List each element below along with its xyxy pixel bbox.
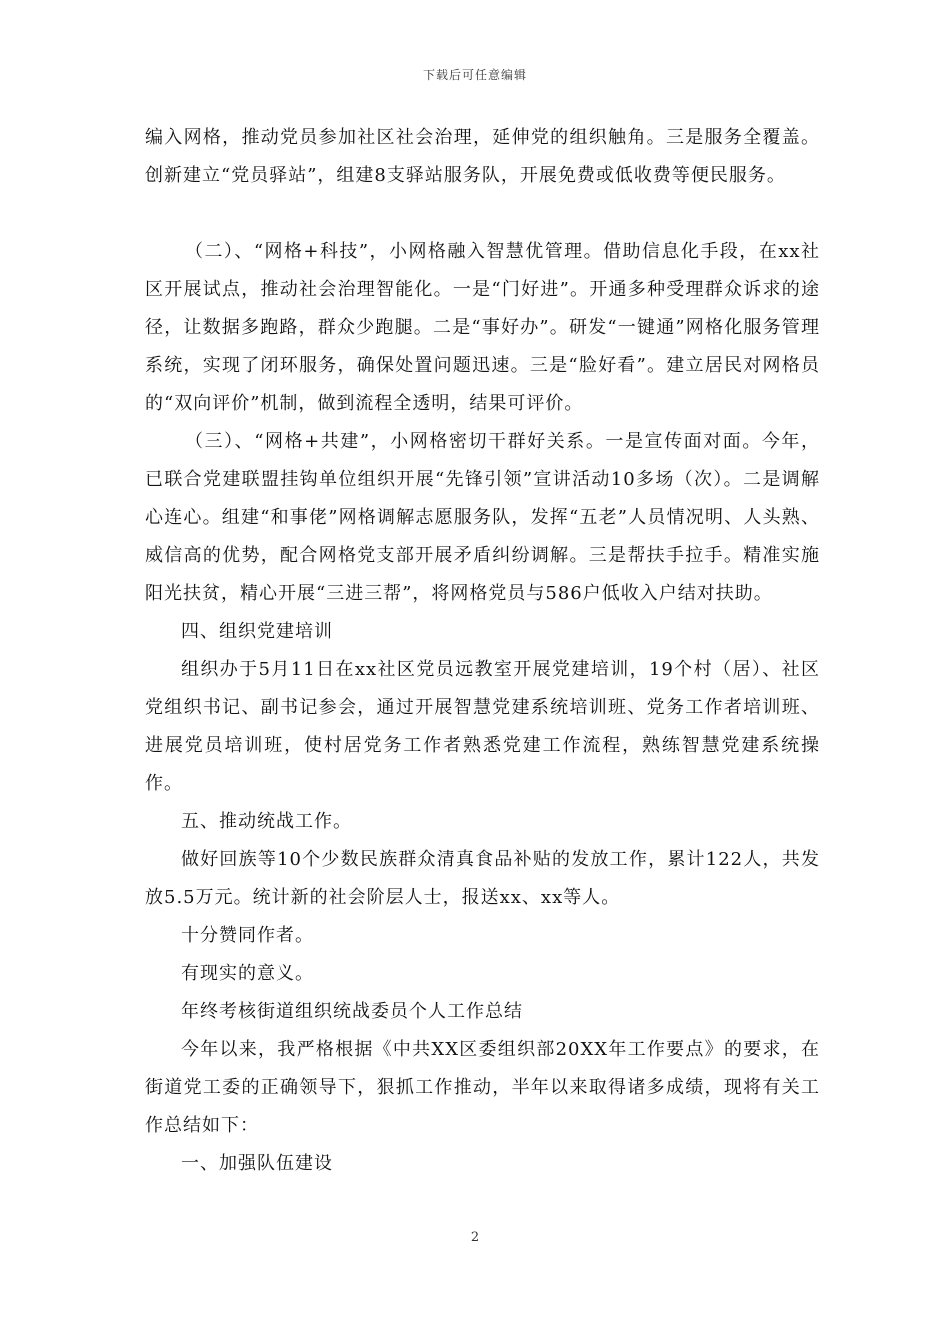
document-title: 年终考核街道组织统战委员个人工作总结 bbox=[181, 1001, 523, 1022]
document-body bbox=[145, 119, 820, 1183]
heading-section-4: 四、组织党建培训 bbox=[181, 621, 333, 642]
header-note: 下载后可任意编辑 bbox=[422, 68, 527, 82]
page-number: 2 bbox=[470, 1230, 480, 1245]
paragraph-intro: 今年以来，我严格根据《中共XX区委组织部20XX年工作要点》的要求，在街道党工委的正确领导下，狠抓工作推动，半年以来取得诸多成绩，现将有关工作总结如下： bbox=[145, 1039, 820, 1136]
comment-line-1: 十分赞同作者。 bbox=[181, 925, 314, 946]
paragraph-continuation: 编入网格，推动党员参加社区社会治理，延伸党的组织触角。三是服务全覆盖。创新建立“党员驿站”，组建8支驿站服务队，开展免费或低收费等便民服务。 bbox=[145, 127, 820, 186]
paragraph-section-2: （二）、“网格+科技”，小网格融入智慧优管理。借助信息化手段，在xx社区开展试点，推动社会治理智能化。一是“门好进”。开通多种受理群众诉求的途径，让数据多跑路，群众少跑腿。二是“事好办”。研发“一键通”网格化服务管理系统，实现了闭环服务，确保处置问题迅速。三是“脸好看”。建立居民对网格员的“双向评价”机制，做到流程全透明，结果可评价。 bbox=[145, 241, 820, 414]
heading-section-5: 五、推动统战工作。 bbox=[181, 811, 352, 832]
paragraph-training: 组织办于5月11日在xx社区党员远教室开展党建培训，19个村（居）、社区党组织书记、副书记参会，通过开展智慧党建系统培训班、党务工作者培训班、进展党员培训班，使村居党务工作者熟悉党建工作流程，熟练智慧党建系统操作。 bbox=[145, 659, 820, 794]
paragraph-united-front: 做好回族等10个少数民族群众清真食品补贴的发放工作，累计122人，共发放5.5万元。统计新的社会阶层人士，报送xx、xx等人。 bbox=[145, 849, 820, 908]
heading-team-building: 一、加强队伍建设 bbox=[181, 1153, 333, 1174]
paragraph-section-3: （三）、“网格+共建”，小网格密切干群好关系。一是宣传面对面。今年，已联合党建联盟挂钩单位组织开展“先锋引领”宣讲活动10多场（次）。二是调解心连心。组建“和事佬”网格调解志愿服务队，发挥“五老”人员情况明、人头熟、威信高的优势，配合网格党支部开展矛盾纠纷调解。三是帮扶手拉手。精准实施阳光扶贫，精心开展“三进三帮”，将网格党员与586户低收入户结对扶助。 bbox=[145, 431, 820, 604]
comment-line-2: 有现实的意义。 bbox=[181, 963, 314, 984]
